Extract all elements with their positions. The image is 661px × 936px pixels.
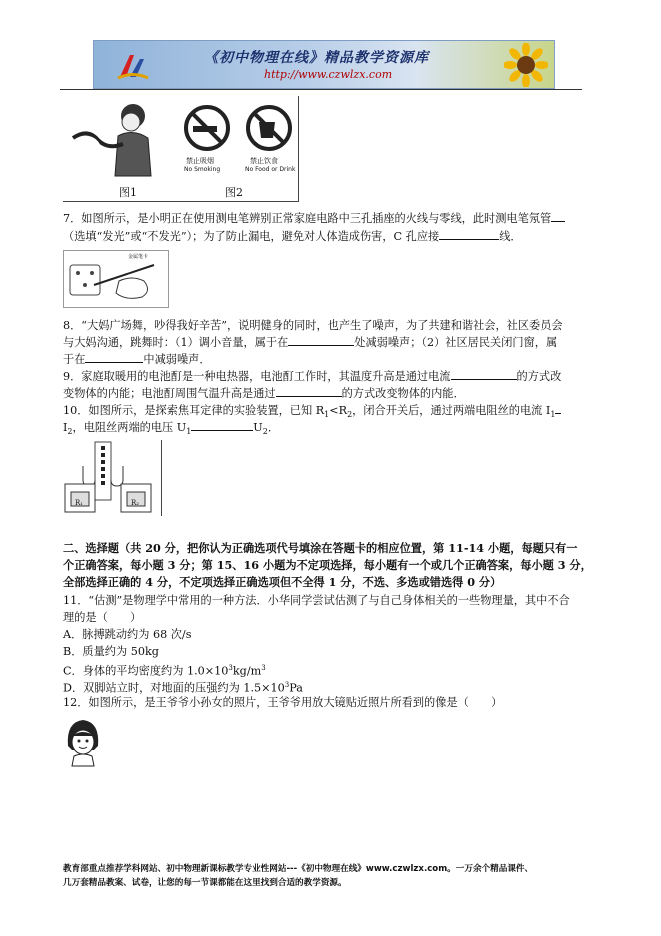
q8-text3a: 于在: [63, 353, 86, 366]
q8-line1: 8．“大妈广场舞，吵得我好辛苦”，说明健身的同时，也产生了噪声，为了共建和谐社会，社区委员会: [63, 319, 563, 332]
sign1-en: No Smoking: [184, 166, 221, 173]
q9-text1b: 的方式改: [516, 370, 562, 383]
q9-blank1[interactable]: [451, 368, 517, 380]
q8-line3: [63, 351, 211, 368]
header-rule: [60, 89, 582, 90]
fig1-label: 图1: [119, 186, 137, 199]
q9-text1a: 9．家庭取暖用的电池酊是一种电热器，电池酊工作时，其温度升高是通过电流: [63, 370, 451, 383]
q10-figure: [63, 440, 162, 516]
q7-line1: [63, 210, 565, 227]
figure-1-2: [63, 96, 299, 202]
test-pen-drawing: [64, 251, 168, 307]
section2-line2: 个正确答案，每小题 3 分；第 15、16 小题为不定项选择，每小题有一个或几个正确答案，每小题 3 分，: [63, 558, 592, 572]
q9-text2b: 的方式改变物体的内能．: [341, 387, 465, 400]
q7-figure: [63, 250, 169, 308]
q9-line2: [63, 385, 465, 402]
header-banner: [93, 40, 555, 89]
q9-text2a: 变物体的内能；电池酊周围气温升高是通过: [63, 387, 276, 400]
footer-line2: 几万套精品教案、试卷，让您的每一节课都能在这里找到合适的教学资源。: [63, 878, 347, 888]
q8-blank2[interactable]: [85, 351, 143, 363]
q7-blank2[interactable]: [439, 228, 499, 240]
q11-option-b[interactable]: B．质量约为 50kg: [63, 645, 159, 658]
r1-label: R₁: [75, 499, 84, 507]
q11-option-c-text-a: C．身体的平均密度约为 1.0×10: [63, 664, 229, 678]
banner-url[interactable]: http://www.czwlzx.com: [264, 68, 393, 81]
q11-option-c-text-b: kg/m: [232, 664, 262, 678]
q10-line1: 10．如图所示，是探索焦耳定律的实验装置，已知 $R_1<R_2$，闭合开关后，通过两端电阻丝的电流 $I_1$: [63, 402, 561, 423]
section2-line3: 全部选择正确的 4 分，不定项选择正确选项但不全得 1 分，不选、多选或错选得 0 分）: [63, 575, 502, 589]
q11-line2: 理的是（ ）: [63, 611, 142, 624]
banner-title: 《初中物理在线》精品教学资源库: [204, 50, 429, 66]
q11-option-d-text-a: D．双脚站立时，对地面的压强约为 1.5×10: [63, 681, 285, 695]
q12-line1: 12．如图所示，是王爷爷小孙女的照片，王爷爷用放大镜贴近照片所看到的像是（ ）: [63, 696, 503, 709]
section2-line1: 二、选择题（共 20 分，把你认为正确选项代号填涂在答题卡的相应位置，第 11-14 小题，每题只有一: [63, 541, 578, 555]
q11-option-d-text-b: Pa: [289, 681, 303, 695]
q10-blank2[interactable]: [191, 419, 253, 431]
footer-line1: 教育部重点推荐学科网站、初中物理新课标教学专业性网站---《初中物理在线》www.czwlzx.com。一万余个精品课件、: [63, 864, 534, 874]
q10-text1b: <R: [329, 404, 348, 417]
sign2-en: No Food or Drink: [245, 166, 296, 173]
q9-blank2[interactable]: [276, 385, 342, 397]
girl-photo-drawing: [64, 716, 102, 768]
q10-line2: $I_2$，电阻丝两端的电压 $U_1$ $U_2$．: [63, 421, 280, 437]
q10-blank1[interactable]: [555, 402, 561, 414]
q7-blank1[interactable]: [551, 210, 565, 222]
q7-text2b: 线．: [499, 230, 522, 243]
fig2-label: 图2: [225, 186, 243, 199]
q7-line2: [63, 228, 522, 245]
q11-line1: 11．“估测”是物理学中常用的一种方法．小华同学尝试估测了与自己身体相关的一些物理量，其中不合: [63, 594, 570, 607]
q7-text1: 7．如图所示，是小明正在使用测电笔辨别正常家庭电路中三孔插座的火线与零线，此时测电笔氖管: [63, 212, 552, 225]
r2-label: R₂: [131, 499, 140, 507]
q8-text2b: 处减弱噪声；（2）社区居民关闭门窗，属: [354, 336, 558, 349]
sign2-cn: 禁止饮食: [250, 157, 278, 165]
q10-text1a: 10．如图所示，是探索焦耳定律的实验装置，已知 R: [63, 404, 325, 417]
q8-text3b: 中减弱噪声．: [143, 353, 211, 366]
q7-text2a: （选填“发光”或“不发光”）；为了防止漏电，避免对人体造成伤害，C 孔应接: [63, 230, 440, 243]
q8-blank1[interactable]: [288, 334, 354, 346]
q10-text1c: ，闭合开关后，通过两端电阻丝的电流 I: [352, 404, 551, 417]
site-logo-icon: [116, 49, 150, 81]
q9-line1: [63, 368, 561, 385]
q10-text2a: I: [63, 421, 68, 434]
q11-option-d[interactable]: D．双脚站立时，对地面的压强约为 $1.5\times 10^3Pa$: [63, 681, 303, 695]
q10-text2c: U: [253, 421, 263, 434]
q10-text2b: ，电阻丝两端的电压 U: [72, 421, 187, 434]
q8-text2a: 与大妈沟通，跳舞时：（1）调小音量，属于在: [63, 336, 289, 349]
q12-figure: [64, 716, 102, 768]
q11-option-c[interactable]: C．身体的平均密度约为 $1.0\times 10^3kg/m^3$: [63, 664, 266, 678]
footer: [63, 862, 533, 890]
q7-fig-label: 金属笔卡: [128, 254, 149, 260]
sunflower-icon: [504, 43, 548, 87]
figure-1-drawing: [63, 96, 298, 202]
sign1-cn: 禁止吸烟: [186, 157, 214, 165]
q10-text2d: ．: [267, 421, 280, 434]
q11-option-a[interactable]: A．脉搏跳动约为 68 次/s: [63, 628, 192, 641]
q8-line2: [63, 334, 557, 351]
figure-rule: [63, 201, 298, 202]
